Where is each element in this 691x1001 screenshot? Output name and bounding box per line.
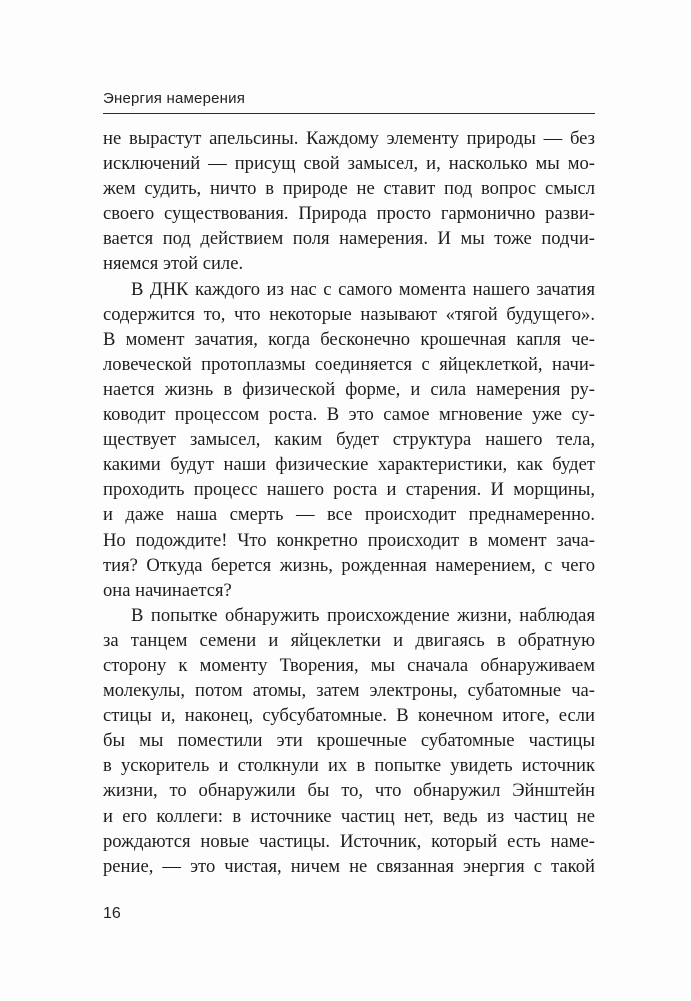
text-line: проходить процесс нашего роста и старения. И морщины, xyxy=(103,479,595,501)
text-line: молекулы, потом атомы, затем электроны, субатомные ча- xyxy=(103,680,595,702)
text-line: тия? Откуда берется жизнь, рожденная намерением, с чего xyxy=(103,554,595,576)
text-line: рение, — это чистая, ничем не связанная энергия с такой xyxy=(103,855,595,877)
text-line: рождаются новые частицы. Источник, который есть наме- xyxy=(103,830,595,852)
text-line: и его коллеги: в источнике частиц нет, ведь из частиц не xyxy=(103,805,595,827)
text-line: ществует замысел, каким будет структура нашего тела, xyxy=(103,429,595,451)
text-line: Но подождите! Что конкретно происходит в момент зача- xyxy=(103,529,595,551)
text-line: жем судить, ничто в природе не ставит под вопрос смысл xyxy=(103,178,595,200)
text-line: своего существования. Природа просто гармонично разви- xyxy=(103,203,595,225)
text-line: какими будут наши физические характеристики, как будет xyxy=(103,454,595,476)
text-line: в ускоритель и столкнули их в попытке увидеть источник xyxy=(103,755,595,777)
text-line: няемся этой силе. xyxy=(103,253,244,275)
text-line: она начинается? xyxy=(103,579,232,601)
text-line: В момент зачатия, когда бесконечно крошечная капля че- xyxy=(103,328,595,350)
header-divider xyxy=(103,113,595,114)
text-line: В попытке обнаружить происхождение жизни, наблюдая xyxy=(131,604,595,626)
page-number: 16 xyxy=(103,905,121,922)
running-title: Энергия намерения xyxy=(103,90,246,107)
text-line: ловеческой протоплазмы соединяется с яйцеклеткой, начи- xyxy=(103,353,595,375)
text-line: жизни, то обнаружили бы то, что обнаружил Эйнштейн xyxy=(103,780,595,802)
text-line: содержится то, что некоторые называют «тягой будущего». xyxy=(103,303,595,325)
text-line: В ДНК каждого из нас с самого момента нашего зачатия xyxy=(131,278,595,300)
text-line: ководит процессом роста. В это самое мгновение уже су- xyxy=(103,404,595,426)
text-line: сторону к моменту Творения, мы сначала обнаруживаем xyxy=(103,654,595,676)
text-line: бы мы поместили эти крошечные субатомные частицы xyxy=(103,730,595,752)
text-line: исключений — присущ свой замысел, и, насколько мы мо- xyxy=(103,153,595,175)
text-line: и даже наша смерть — все происходит преднамеренно. xyxy=(103,504,595,526)
text-line: вается под действием поля намерения. И мы тоже подчи- xyxy=(103,228,595,250)
text-line: нается жизнь в физической форме, и сила намерения ру- xyxy=(103,378,595,400)
text-line: стицы и, наконец, субсубатомные. В конечном итоге, если xyxy=(103,705,595,727)
text-line: за танцем семени и яйцеклетки и двигаясь в обратную xyxy=(103,629,595,651)
text-line: не вырастут апельсины. Каждому элементу природы — без xyxy=(103,128,595,149)
body-text xyxy=(103,126,595,879)
